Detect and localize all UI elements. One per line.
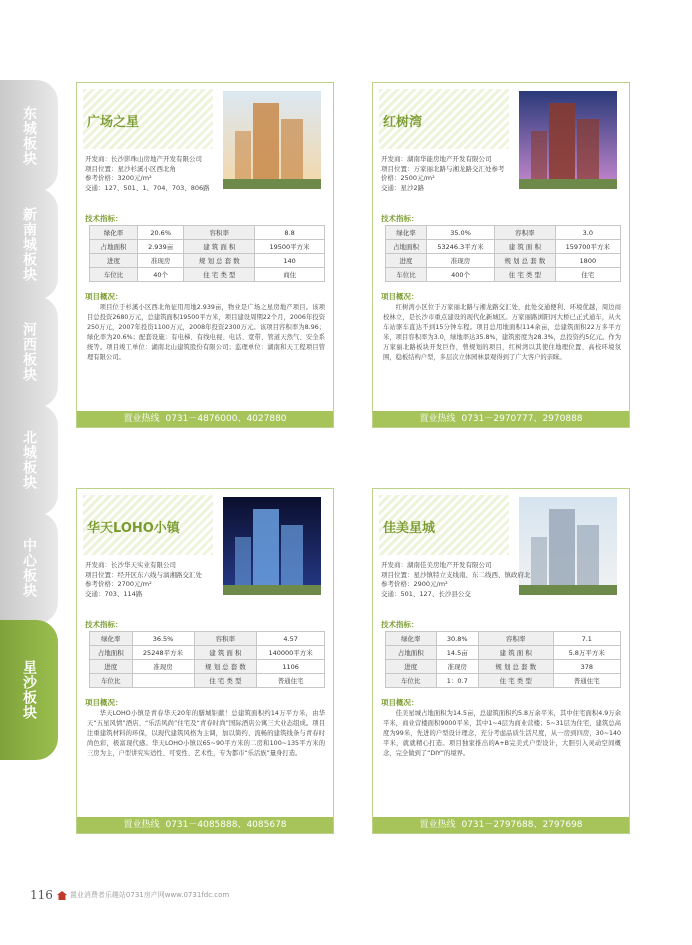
house-icon [57, 891, 67, 900]
tab-zhongxin[interactable] [0, 512, 58, 624]
table-key: 容积率 [478, 632, 553, 646]
parking-value: 400个 [427, 268, 495, 282]
housing-type-value: 普通住宅 [553, 674, 620, 688]
hotline-bar [373, 817, 629, 833]
table-key: 规 划 总 套 数 [194, 660, 257, 674]
table-key: 绿化率 [90, 226, 138, 240]
table-row [386, 632, 621, 646]
table-key: 进度 [386, 254, 427, 268]
build-area-value: 19500平方米 [255, 240, 325, 254]
progress-value: 准现房 [427, 254, 495, 268]
tab-xingsha[interactable] [0, 620, 58, 760]
progress-value: 准现房 [132, 660, 194, 674]
tech-label: 技术指标： [85, 214, 123, 223]
table-key: 绿化率 [386, 226, 427, 240]
property-card [76, 488, 334, 834]
table-key: 占地面积 [386, 240, 427, 254]
table-key: 容积率 [184, 226, 255, 240]
table-key: 规 划 总 套 数 [184, 254, 255, 268]
property-title: 佳美星城 [383, 521, 436, 536]
developer: 开发商：湖南华能房地产开发有限公司 [381, 155, 492, 163]
table-key: 住 宅 类 型 [194, 674, 257, 688]
far-value: 8.8 [255, 226, 325, 240]
table-key: 规 划 总 套 数 [495, 254, 556, 268]
table-key: 住 宅 类 型 [495, 268, 556, 282]
tech-label: 技术指标： [381, 620, 419, 629]
tech-table [385, 631, 621, 688]
table-key: 规 划 总 套 数 [478, 660, 553, 674]
price: 参考价格：3200元/m² [85, 174, 152, 182]
tab-dongcheng[interactable] [0, 80, 58, 192]
table-row [90, 240, 325, 254]
overview-label: 项目概况： [85, 698, 123, 707]
build-area-value: 159700平方米 [555, 240, 620, 254]
table-key: 住 宅 类 型 [184, 268, 255, 282]
overview-label: 项目概况： [381, 698, 419, 707]
tab-label: 星沙板块 [21, 660, 37, 720]
far-value: 4.57 [257, 632, 325, 646]
overview-label: 项目概况： [381, 292, 419, 301]
location: 项目位置：万家丽北路与湘龙路交汇处参考 [381, 164, 505, 173]
table-key: 绿化率 [90, 632, 133, 646]
hotline-bar [77, 817, 333, 833]
overview-text: 红树湾小区位于万家丽北路与湘龙路交汇处，此处交通便利、环境优越，周边商校林立，是长沙市重点建设的现代化新城区。万家丽路浏阳河大桥已正式通车，从火车站驱车直达不到15分钟车程。项目总用地面积114余亩，总建筑面积22万多平方米，项目容积率为3.0，绿地率达35.8%，建筑密度为28.3%，总投资约5亿元。作为万家丽北路板块开发巨作，曾规划的项目，红树湾以其使住地理位置、高校环境氛围，稳板结构户型，多层次立体园林景观得到了广大客户的亲睐。 [383, 304, 621, 361]
hotline-bar [373, 411, 629, 427]
green-rate-value: 20.6% [137, 226, 184, 240]
green-rate-value: 30.8% [436, 632, 478, 646]
green-rate-value: 36.5% [132, 632, 194, 646]
table-row [90, 660, 325, 674]
total-units-value: 1106 [257, 660, 325, 674]
tech-table [89, 631, 325, 688]
build-area-value: 5.8万平方米 [553, 646, 620, 660]
table-row [386, 254, 621, 268]
table-row [386, 226, 621, 240]
progress-value: 准现房 [137, 254, 184, 268]
table-row [386, 240, 621, 254]
table-key: 建 筑 面 积 [478, 646, 553, 660]
price: 参考价格：2900元/m² [381, 580, 448, 588]
price: 价格：2500元/m² [381, 174, 435, 182]
location: 项目位置：星沙杉溪小区西北角 [85, 164, 176, 173]
table-key: 建 筑 面 积 [184, 240, 255, 254]
table-key: 车位比 [90, 674, 133, 688]
table-row [90, 254, 325, 268]
land-area-value: 25248平方米 [132, 646, 194, 660]
land-area-value: 2.939亩 [137, 240, 184, 254]
table-key: 进度 [90, 254, 138, 268]
tab-label: 河西板块 [21, 322, 37, 382]
hotline-label: 置业热线 [123, 414, 160, 424]
location: 项目位置：星沙镇特立支线南、东二线西、镇政府北 [381, 570, 531, 579]
table-row [386, 674, 621, 688]
page-number: 116 [30, 888, 53, 902]
page-footer [30, 888, 229, 902]
transport: 交通：星沙2路 [381, 183, 425, 192]
hotline-bar [77, 411, 333, 427]
property-info [381, 561, 541, 599]
hotline-number[interactable]: 0731－2970777、2970888 [461, 414, 583, 424]
developer: 开发商：长沙华天实业有限公司 [85, 561, 176, 569]
overview-text: 华天LOHO小镇是青春华天20年的膳城钜献！总建筑面积约14万平方米，由华天“五星风情”酒店、“乐活风尚”住宅及“青春时尚”国际酒店公寓三大业态组成。项目注重建筑材料的环保，以现代建筑风格为主调，加以简约、流畅的建筑线条与青春时尚色彩，极富现代感。华天LOHO小镇以65~90平方米的二房和100~135平方米的三房为主，户型讲究实适性、可变性、艺术性，专为都市“乐活族”量身打造。 [87, 710, 325, 757]
tab-hexi[interactable] [0, 296, 58, 408]
housing-type-value: 住宅 [555, 268, 620, 282]
developer: 开发商：湖南佳美房地产开发有限公司 [381, 561, 492, 569]
hotline-label: 置业热线 [419, 414, 456, 424]
table-row [90, 268, 325, 282]
table-key: 车位比 [386, 674, 437, 688]
table-key: 容积率 [194, 632, 257, 646]
table-key: 建 筑 面 积 [194, 646, 257, 660]
table-row [90, 674, 325, 688]
property-card [372, 488, 630, 834]
property-card [372, 82, 630, 428]
far-value: 3.0 [555, 226, 620, 240]
land-area-value: 53246.3平方米 [427, 240, 495, 254]
transport: 交通：703、114路 [85, 589, 143, 598]
tech-table [385, 225, 621, 282]
tech-label: 技术指标： [85, 620, 123, 629]
table-row [90, 632, 325, 646]
site-text: 置业消费者乐趣站0731房产网www.0731fdc.com [69, 891, 230, 899]
overview-text: 佳美星城占地面积为14.5亩，总建筑面积约5.8万余平米，其中住宅面积4.9万余平米，商业营楼面积9000平米，其中1~4层为商业营楼；5~31层为住宅，建筑总高度为99米，先进的户型设计理念，充分考虑品质生活尺度，从一房到四房，30~140平米，就就精心打造。项目独家推出的A+B完美式户型设计，大胆引入灵动空间概念，完全做到了“DIY”的境界。 [383, 710, 621, 757]
tech-table [89, 225, 325, 282]
parking-value: 1：0.7 [436, 674, 478, 688]
tab-beicheng[interactable] [0, 404, 58, 516]
region-tabs [0, 80, 58, 840]
table-row [386, 268, 621, 282]
table-row [90, 226, 325, 240]
far-value: 7.1 [553, 632, 620, 646]
table-row [386, 660, 621, 674]
property-info [381, 155, 541, 193]
property-title: 红树湾 [383, 115, 423, 130]
hotline-number[interactable]: 0731－4876000、4027880 [165, 414, 287, 424]
build-area-value: 140000平方米 [257, 646, 325, 660]
table-key: 占地面积 [90, 646, 133, 660]
hotline-number[interactable]: 0731－4085888、4085678 [165, 820, 287, 830]
developer: 开发商：长沙影珠山房地产开发有限公司 [85, 155, 202, 163]
tab-label: 北城板块 [21, 430, 37, 490]
total-units-value: 378 [553, 660, 620, 674]
total-units-value: 1800 [555, 254, 620, 268]
table-key: 占地面积 [90, 240, 138, 254]
overview-label: 项目概况： [85, 292, 123, 301]
transport: 交通：501、127、长沙县公交 [381, 589, 471, 598]
table-key: 车位比 [386, 268, 427, 282]
table-key: 容积率 [495, 226, 556, 240]
progress-value: 准现房 [436, 660, 478, 674]
total-units-value: 140 [255, 254, 325, 268]
table-key: 进度 [90, 660, 133, 674]
property-card [76, 82, 334, 428]
property-info [85, 155, 245, 193]
green-rate-value: 35.0% [427, 226, 495, 240]
parking-value: 40个 [137, 268, 184, 282]
tab-label: 东城板块 [21, 106, 37, 166]
housing-type-value: 商住 [255, 268, 325, 282]
table-row [90, 646, 325, 660]
table-key: 住 宅 类 型 [478, 674, 553, 688]
table-key: 建 筑 面 积 [495, 240, 556, 254]
land-area-value: 14.5亩 [436, 646, 478, 660]
property-title: 广场之星 [87, 115, 140, 130]
property-info [85, 561, 245, 599]
overview-text: 项目位于杉溪小区西北角征用用地2.939亩，物业是广场之星房地产项目。该项目总投资2680万元，总建筑面积19500平方米，项目建设周期22个月，2006年投资250万元，2007年投资1100万元，2008年投资2300万元。该项目容积率为8.96；绿化率为20.6%；配套设施：有电梯、有线电视、电话、宽带、管道天然气、安全系统等。项目竣工单位：湖南北山建筑股份有限公司；监理单位：湖南和天工程项目管理有限公司。 [87, 304, 325, 361]
tab-label: 新南城板块 [21, 206, 37, 282]
tab-label: 中心板块 [21, 538, 37, 598]
table-key: 进度 [386, 660, 437, 674]
price: 参考价格：2700元/m² [85, 580, 152, 588]
table-key: 占地面积 [386, 646, 437, 660]
location: 项目位置：经开区东六线与漓湘路交汇处 [85, 570, 202, 579]
table-key: 绿化率 [386, 632, 437, 646]
housing-type-value: 普通住宅 [257, 674, 325, 688]
table-row [386, 646, 621, 660]
tab-xinnancheng[interactable] [0, 188, 58, 300]
transport: 交通：127、501、1、704、703、806路 [85, 183, 210, 192]
table-key: 车位比 [90, 268, 138, 282]
parking-value [132, 674, 194, 688]
hotline-label: 置业热线 [123, 820, 160, 830]
hotline-label: 置业热线 [419, 820, 456, 830]
tech-label: 技术指标： [381, 214, 419, 223]
hotline-number[interactable]: 0731－2797688、2797698 [461, 820, 583, 830]
property-title: 华天LOHO小镇 [87, 521, 180, 536]
